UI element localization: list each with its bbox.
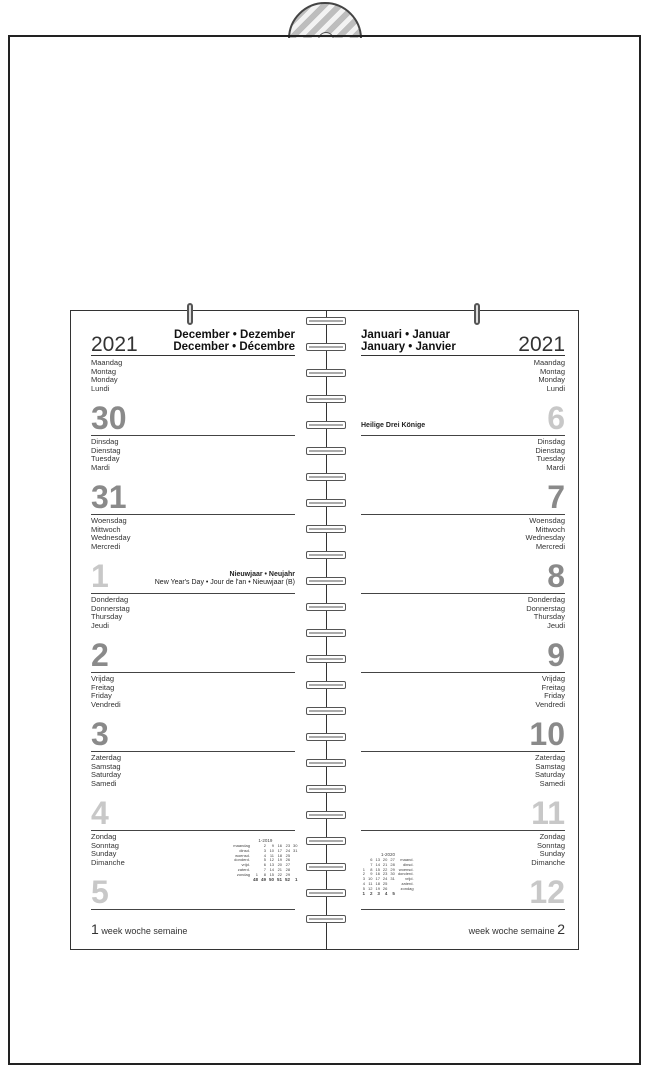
- weekday-name: Vendredi: [91, 699, 121, 709]
- mini-calendar-cell: 3: [362, 876, 366, 882]
- mini-calendar-cell: 17: [375, 876, 380, 882]
- weekday-name: Mercredi: [535, 541, 565, 551]
- day-number: 10: [529, 716, 565, 752]
- right-month-line-1: Januari • Januar: [361, 329, 451, 341]
- mini-calendar-cell: 17: [277, 847, 283, 853]
- wire-ring: [306, 863, 346, 871]
- mini-calendar-cell: 15: [375, 866, 380, 872]
- wire-ring: [306, 369, 346, 377]
- weekday-name: Mardi: [91, 462, 110, 472]
- mini-calendar-week-number: 3: [377, 890, 380, 896]
- mini-calendar-cell: 25: [382, 880, 388, 886]
- left-mini-calendar-grid: [232, 844, 299, 882]
- mini-calendar-cell: 10: [269, 847, 275, 853]
- weekday-name: Thursday: [91, 612, 123, 622]
- weekday-name: Zondag: [539, 832, 565, 841]
- mini-calendar-cell: 1: [255, 871, 258, 877]
- mini-calendar-cell: zondag: [236, 871, 250, 877]
- mini-calendar-cell: woensd.: [235, 852, 250, 858]
- wire-ring: [306, 447, 346, 455]
- mini-calendar-cell: 6: [370, 857, 373, 862]
- mini-calendar-cell: 12: [269, 857, 275, 863]
- day-number: 4: [91, 795, 109, 831]
- mini-calendar-cell: 2: [263, 843, 266, 848]
- day-number: 11: [531, 795, 565, 831]
- weekday-name: Donnerstag: [91, 603, 130, 613]
- right-page: [361, 311, 565, 949]
- mini-calendar-cell: dinsd.: [239, 847, 250, 853]
- mini-calendar-cell: 1: [362, 866, 366, 872]
- mini-calendar-week-number: 4: [384, 890, 388, 896]
- weekday-name: Wednesday: [91, 533, 131, 543]
- day-number: 6: [547, 400, 565, 436]
- mini-calendar-cell: 12: [368, 885, 373, 891]
- weekday-name: Donderdag: [91, 595, 129, 604]
- left-day-cell[interactable]: [91, 356, 295, 436]
- wire-ring: [306, 915, 346, 923]
- left-mini-calendar: [232, 838, 299, 882]
- mini-calendar-week-number: 49: [260, 876, 266, 882]
- wire-ring: [306, 343, 346, 351]
- right-month-line-2: January • Janvier: [361, 341, 456, 353]
- mini-calendar-week-number: 1: [294, 876, 298, 882]
- mini-calendar-cell: 8: [370, 866, 373, 872]
- mini-calendar-cell: donderd.: [397, 871, 414, 877]
- weekday-name: Dimanche: [91, 857, 125, 867]
- mini-calendar-cell: 16: [277, 843, 283, 848]
- left-day-cell[interactable]: [91, 672, 295, 752]
- day-number: 1: [91, 558, 109, 594]
- right-mini-calendar: [361, 852, 415, 896]
- mini-calendar-cell: 26: [382, 885, 388, 891]
- weekday-name: Maandag: [533, 358, 565, 367]
- mini-calendar-cell: 28: [285, 866, 291, 872]
- weekday-name: Lundi: [91, 383, 110, 393]
- mini-calendar-cell: donderd.: [234, 857, 250, 863]
- mini-calendar-cell: 7: [263, 866, 266, 872]
- mini-calendar-cell: 24: [285, 847, 291, 853]
- wire-ring: [306, 785, 346, 793]
- mini-calendar-cell: 11: [368, 880, 373, 886]
- right-day-cell[interactable]: [361, 672, 565, 752]
- mini-calendar-cell: 16: [375, 871, 380, 877]
- mini-calendar-cell: 8: [263, 871, 266, 877]
- weekday-name: Monday: [538, 375, 565, 385]
- mini-calendar-cell: 7: [370, 861, 373, 867]
- weekday-name: Wednesday: [525, 533, 565, 543]
- mini-calendar-cell: 30: [293, 843, 298, 848]
- wire-ring: [306, 629, 346, 637]
- wire-ring: [306, 655, 346, 663]
- wire-ring: [306, 759, 346, 767]
- mini-calendar-cell: zaterd.: [401, 880, 414, 886]
- mini-calendar-cell: 10: [368, 876, 373, 882]
- weekday-name: Zaterdag: [91, 753, 122, 762]
- right-month-names: [361, 329, 456, 353]
- mini-calendar-cell: 21: [382, 861, 388, 867]
- mini-calendar-week-number: 2: [369, 890, 373, 896]
- weekday-name: Jeudi: [91, 620, 109, 630]
- weekday-names: [91, 359, 122, 393]
- mini-calendar-cell: 5: [263, 857, 266, 863]
- weekday-names: [534, 359, 565, 393]
- left-mini-calendar-title: 1-2019: [258, 838, 273, 843]
- mini-calendar-week-number: 52: [285, 876, 291, 882]
- left-holiday-line-1: Nieuwjaar • Neujahr: [229, 571, 295, 578]
- wire-ring: [306, 889, 346, 897]
- mini-calendar-cell: dinsd.: [402, 861, 414, 867]
- mini-calendar-cell: 27: [390, 857, 395, 862]
- mini-calendar-cell: 18: [375, 880, 380, 886]
- right-day-cell[interactable]: [361, 435, 565, 515]
- right-week-number: 2: [557, 921, 565, 937]
- day-number: 31: [91, 479, 127, 515]
- wire-ring: [306, 473, 346, 481]
- mini-calendar-cell: 31: [390, 876, 395, 882]
- mini-calendar-cell: 6: [263, 862, 266, 868]
- right-mini-calendar-grid: [361, 858, 415, 896]
- weekday-name: Tuesday: [91, 454, 120, 464]
- weekday-name: Monday: [91, 375, 118, 385]
- weekday-name: Woensdag: [529, 516, 565, 525]
- mini-calendar-cell: vrijd.: [405, 876, 414, 882]
- weekday-name: Sunday: [539, 849, 565, 859]
- weekday-name: Dinsdag: [537, 437, 565, 446]
- left-month-line-2: December • Décembre: [173, 341, 295, 353]
- day-number: 7: [547, 479, 565, 515]
- mini-calendar-cell: 21: [277, 866, 283, 872]
- weekday-name: Freitag: [91, 682, 115, 692]
- mini-calendar-cell: 4: [362, 880, 366, 886]
- wire-ring: [306, 681, 346, 689]
- wire-ring: [306, 525, 346, 533]
- mini-calendar-cell: 5: [362, 885, 366, 891]
- wire-ring: [306, 577, 346, 585]
- weekday-name: Tuesday: [536, 454, 565, 464]
- mini-calendar-week-number: 50: [269, 876, 275, 882]
- weekday-name: Lundi: [546, 383, 565, 393]
- day-number: 5: [91, 874, 109, 910]
- mini-calendar-cell: 19: [375, 885, 380, 891]
- mini-calendar-cell: 22: [382, 866, 388, 872]
- left-day-cell[interactable]: [91, 751, 295, 831]
- left-page: [91, 311, 298, 949]
- weekday-names: [91, 438, 121, 472]
- mini-calendar-cell: 31: [293, 847, 298, 853]
- weekday-name: Montag: [539, 366, 565, 376]
- weekday-names: [535, 754, 565, 788]
- right-day-cell[interactable]: [361, 593, 565, 673]
- mini-calendar-cell: 9: [271, 843, 275, 848]
- right-day-cell[interactable]: [361, 514, 565, 594]
- day-number: 9: [547, 637, 565, 673]
- mini-calendar-week-number: 5: [392, 890, 395, 896]
- wire-ring: [306, 317, 346, 325]
- mini-calendar-cell: 23: [285, 843, 291, 848]
- weekday-name: Friday: [91, 691, 112, 701]
- mini-calendar-cell: 29: [390, 866, 395, 872]
- wire-ring: [306, 603, 346, 611]
- weekday-name: Maandag: [91, 358, 123, 367]
- mini-calendar-cell: 11: [269, 852, 275, 858]
- weekday-names: [91, 675, 121, 709]
- weekday-names: [91, 754, 121, 788]
- weekday-name: Dimanche: [531, 857, 565, 867]
- mini-calendar-week-row: [232, 878, 299, 883]
- mini-calendar-week-number: 48: [252, 876, 258, 882]
- weekday-names: [535, 675, 565, 709]
- mini-calendar-cell: 13: [269, 862, 275, 868]
- hanger-disc: [288, 2, 362, 38]
- wire-ring: [306, 707, 346, 715]
- mini-calendar-cell: 3: [263, 847, 266, 853]
- mini-calendar-cell: 29: [285, 871, 291, 877]
- wire-ring: [306, 811, 346, 819]
- mini-calendar-cell: 14: [269, 866, 275, 872]
- mini-calendar-cell: 28: [390, 861, 395, 867]
- mini-calendar-week-number: [396, 892, 415, 897]
- weekday-name: Donnerstag: [526, 603, 565, 613]
- wire-ring: [306, 551, 346, 559]
- mini-calendar-week-number: 51: [277, 876, 283, 882]
- weekday-name: Dinsdag: [91, 437, 119, 446]
- weekday-name: Donderdag: [527, 595, 565, 604]
- left-week-number: 1: [91, 921, 99, 937]
- weekday-name: Samstag: [91, 761, 121, 771]
- right-week-label: week woche semaine: [468, 926, 555, 936]
- mini-calendar-cell: 24: [382, 876, 388, 882]
- weekday-names: [535, 438, 565, 472]
- weekday-name: Samedi: [539, 778, 565, 788]
- wire-ring: [306, 421, 346, 429]
- weekday-name: Sunday: [91, 849, 117, 859]
- mini-calendar-cell: maand.: [400, 857, 414, 862]
- mini-calendar-cell: 20: [382, 857, 388, 862]
- weekday-name: Mittwoch: [91, 524, 121, 534]
- left-year: 2021: [91, 333, 138, 356]
- mini-calendar-cell: 13: [375, 857, 380, 862]
- weekday-name: Zaterdag: [534, 753, 565, 762]
- mini-calendar-cell: 9: [370, 871, 373, 877]
- weekday-names: [91, 596, 130, 630]
- mini-calendar-cell: zondag: [400, 885, 414, 891]
- left-holiday-line-2: New Year's Day • Jour de l'an • Nieuwjaar (B): [154, 579, 295, 586]
- weekday-name: Vrijdag: [541, 674, 565, 683]
- left-month-names: [173, 329, 295, 353]
- weekday-name: Freitag: [541, 682, 565, 692]
- weekday-name: Friday: [544, 691, 565, 701]
- weekday-name: Sonntag: [91, 840, 119, 850]
- mini-calendar-cell: 2: [362, 871, 366, 877]
- left-footer: [91, 921, 187, 937]
- mini-calendar-cell: vrijd.: [241, 862, 250, 868]
- mini-calendar-cell: 22: [277, 871, 283, 877]
- left-holiday: [155, 571, 295, 587]
- wire-ring: [306, 837, 346, 845]
- weekly-calendar-spread: [70, 310, 579, 950]
- weekday-names: [531, 833, 565, 867]
- wire-ring: [306, 733, 346, 741]
- mini-calendar-week-number: [232, 878, 252, 883]
- right-footer: [469, 921, 565, 937]
- right-day-cell[interactable]: [361, 751, 565, 831]
- weekday-name: Dienstag: [91, 445, 121, 455]
- mini-calendar-week-number: 1: [362, 890, 366, 896]
- mini-calendar-cell: zaterd.: [237, 866, 250, 872]
- mini-calendar-cell: 25: [285, 852, 291, 858]
- weekday-name: Dienstag: [535, 445, 565, 455]
- mini-calendar-cell: 15: [269, 871, 275, 877]
- left-day-cell[interactable]: [91, 593, 295, 673]
- left-week-label: week woche semaine: [101, 926, 188, 936]
- day-number: 8: [547, 558, 565, 594]
- day-number: 12: [529, 874, 565, 910]
- weekday-name: Samedi: [91, 778, 117, 788]
- weekday-names: [526, 517, 565, 551]
- weekday-names: [526, 596, 565, 630]
- left-month-line-1: December • Dezember: [174, 329, 295, 341]
- weekday-name: Sonntag: [537, 840, 565, 850]
- wire-ring: [306, 395, 346, 403]
- wire-ring: [306, 499, 346, 507]
- mini-calendar-week-row: [361, 892, 415, 897]
- mini-calendar-cell: 19: [277, 857, 283, 863]
- weekday-name: Mercredi: [91, 541, 121, 551]
- weekday-name: Woensdag: [91, 516, 127, 525]
- weekday-name: Montag: [91, 366, 117, 376]
- weekday-name: Vrijdag: [91, 674, 115, 683]
- right-year: 2021: [518, 333, 565, 356]
- left-day-cell[interactable]: [91, 435, 295, 515]
- weekday-name: Saturday: [534, 770, 565, 780]
- weekday-name: Jeudi: [547, 620, 565, 630]
- weekday-name: Samstag: [535, 761, 565, 771]
- day-number: 3: [91, 716, 109, 752]
- mini-calendar-cell: 18: [277, 852, 283, 858]
- mini-calendar-cell: 30: [390, 871, 395, 877]
- right-mini-calendar-title: 1-2020: [381, 852, 396, 857]
- weekday-name: Zondag: [91, 832, 117, 841]
- mini-calendar-cell: 27: [285, 862, 291, 868]
- left-page-header: [91, 329, 295, 356]
- weekday-name: Saturday: [91, 770, 122, 780]
- mini-calendar-cell: 20: [277, 862, 283, 868]
- right-page-header: [361, 329, 565, 356]
- weekday-name: Mittwoch: [535, 524, 565, 534]
- weekday-name: Vendredi: [535, 699, 565, 709]
- mini-calendar-cell: 4: [263, 852, 266, 858]
- mini-calendar-cell: maandag: [233, 843, 250, 848]
- mini-calendar-cell: 23: [382, 871, 388, 877]
- weekday-name: Thursday: [533, 612, 565, 622]
- weekday-names: [91, 517, 130, 551]
- mini-calendar-cell: woensd.: [398, 866, 414, 872]
- weekday-names: [91, 833, 125, 867]
- day-number: 30: [91, 400, 127, 436]
- mini-calendar-cell: 14: [375, 861, 380, 867]
- day-number: 2: [91, 637, 109, 673]
- weekday-name: Mardi: [546, 462, 565, 472]
- mini-calendar-cell: 26: [285, 857, 291, 863]
- right-holiday: Heilige Drei Könige: [361, 422, 426, 429]
